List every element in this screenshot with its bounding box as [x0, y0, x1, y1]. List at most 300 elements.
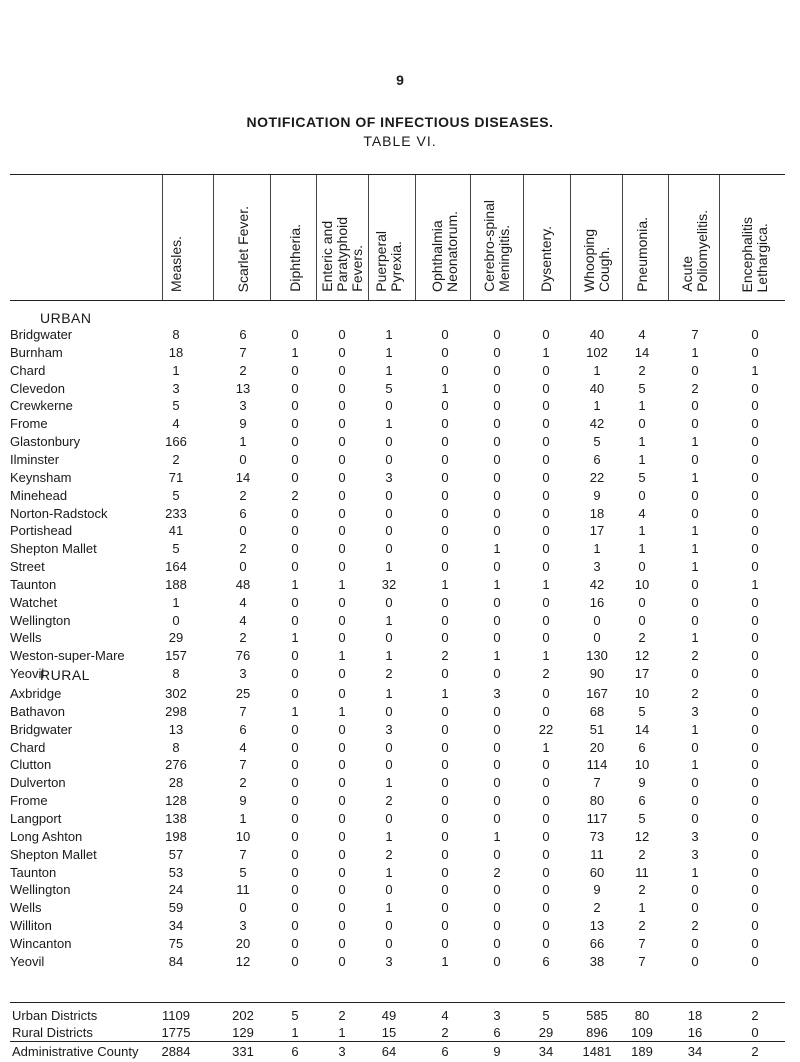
- table-row: [0, 523, 800, 541]
- cell-value: 0: [691, 362, 699, 378]
- cell-value: 2: [172, 451, 180, 467]
- cell-value: 0: [441, 918, 449, 934]
- district-name: Wellington: [10, 612, 71, 628]
- cell-value: 0: [542, 918, 550, 934]
- table-row: [0, 398, 800, 416]
- cell-value: 0: [291, 828, 299, 844]
- cell-value: 0: [493, 327, 501, 342]
- cell-value: 1: [385, 775, 393, 791]
- cell-value: 166: [165, 434, 187, 450]
- cell-value: 71: [168, 469, 184, 485]
- table-row: [0, 559, 800, 577]
- cell-value: 0: [338, 505, 346, 521]
- cell-value: 41: [168, 523, 184, 539]
- cell-value: 57: [168, 846, 184, 862]
- cell-value: 1: [638, 523, 646, 539]
- cell-value: 0: [441, 864, 449, 880]
- cell-value: 1: [691, 541, 699, 557]
- cell-value: 0: [493, 882, 501, 898]
- cell-value: 1: [691, 630, 699, 646]
- cell-value: 7: [638, 935, 646, 951]
- table-row: [0, 577, 800, 595]
- cell-value: 5: [593, 434, 601, 450]
- column-header: Pneumonia.: [633, 217, 650, 292]
- cell-value: 11: [635, 864, 649, 880]
- cell-value: 0: [291, 559, 299, 575]
- column-header: Enteric and Paratyphoid Fevers.: [318, 217, 365, 292]
- cell-value: 1: [441, 953, 449, 969]
- cell-value: 0: [291, 935, 299, 951]
- cell-value: 0: [493, 362, 501, 378]
- cell-value: 3: [493, 1008, 501, 1023]
- cell-value: 38: [589, 953, 605, 969]
- cell-value: 1: [338, 576, 346, 592]
- cell-value: 5: [172, 487, 180, 503]
- cell-value: 14: [634, 721, 650, 737]
- cell-value: 0: [542, 810, 550, 826]
- header-column-divider: [213, 175, 214, 300]
- cell-value: 5: [172, 398, 180, 414]
- cell-value: 1: [172, 362, 180, 378]
- cell-value: 0: [751, 739, 759, 755]
- cell-value: 51: [589, 721, 605, 737]
- header-column-divider: [316, 175, 317, 300]
- cell-value: 1: [493, 576, 501, 592]
- cell-value: 0: [638, 594, 646, 610]
- cell-value: 0: [385, 451, 393, 467]
- cell-value: 9: [239, 416, 247, 432]
- cell-value: 1: [638, 451, 646, 467]
- cell-value: 0: [542, 327, 550, 342]
- cell-value: 0: [291, 721, 299, 737]
- cell-value: 10: [634, 757, 650, 773]
- cell-value: 0: [338, 864, 346, 880]
- cell-value: 2: [751, 1044, 759, 1059]
- cell-value: 0: [493, 398, 501, 414]
- cell-value: 0: [441, 666, 449, 682]
- cell-value: 2: [638, 630, 646, 646]
- cell-value: 0: [751, 416, 759, 432]
- cell-value: 14: [634, 344, 650, 360]
- cell-value: 0: [385, 918, 393, 934]
- cell-value: 0: [385, 541, 393, 557]
- cell-value: 233: [165, 505, 187, 521]
- table-row: [0, 470, 800, 488]
- cell-value: 5: [638, 380, 646, 396]
- cell-value: 0: [239, 451, 247, 467]
- cell-value: 0: [542, 434, 550, 450]
- cell-value: 3: [338, 1044, 346, 1059]
- cell-value: 34: [538, 1044, 554, 1059]
- cell-value: 0: [338, 398, 346, 414]
- header-column-divider: [570, 175, 571, 300]
- cell-value: 6: [239, 721, 247, 737]
- cell-value: 0: [542, 380, 550, 396]
- cell-value: 6: [638, 793, 646, 809]
- cell-value: 0: [441, 541, 449, 557]
- header-column-divider: [719, 175, 720, 300]
- cell-value: 331: [232, 1044, 254, 1059]
- cell-value: 17: [634, 666, 650, 682]
- cell-value: 0: [751, 953, 759, 969]
- cell-value: 0: [441, 810, 449, 826]
- cell-value: 1: [691, 721, 699, 737]
- district-name: Frome: [10, 793, 48, 809]
- cell-value: 3: [385, 721, 393, 737]
- cell-value: 0: [751, 1025, 759, 1040]
- cell-value: 1109: [162, 1008, 190, 1023]
- cell-value: 5: [385, 380, 393, 396]
- column-header: Cerebro-spinal Meningitis.: [481, 200, 512, 292]
- cell-value: 12: [235, 953, 251, 969]
- district-name: Urban Districts: [12, 1008, 98, 1023]
- cell-value: 0: [338, 487, 346, 503]
- table-row: [0, 757, 800, 775]
- cell-value: 0: [691, 487, 699, 503]
- cell-value: 0: [338, 523, 346, 539]
- cell-value: 0: [493, 846, 501, 862]
- cell-value: 0: [542, 362, 550, 378]
- cell-value: 0: [338, 327, 346, 342]
- cell-value: 16: [687, 1025, 703, 1040]
- district-name: Wincanton: [10, 935, 72, 951]
- cell-value: 0: [751, 541, 759, 557]
- cell-value: 0: [338, 666, 346, 682]
- cell-value: 1: [338, 703, 346, 719]
- cell-value: 1: [385, 828, 393, 844]
- cell-value: 10: [634, 576, 650, 592]
- cell-value: 0: [291, 810, 299, 826]
- cell-value: 0: [751, 686, 759, 701]
- cell-value: 1: [385, 648, 393, 664]
- cell-value: 0: [291, 793, 299, 809]
- cell-value: 4: [638, 505, 646, 521]
- cell-value: 1: [542, 648, 550, 664]
- cell-value: 0: [172, 612, 180, 628]
- cell-value: 0: [751, 846, 759, 862]
- cell-value: 0: [441, 775, 449, 791]
- cell-value: 0: [385, 935, 393, 951]
- cell-value: 0: [385, 398, 393, 414]
- cell-value: 0: [493, 416, 501, 432]
- cell-value: 0: [751, 630, 759, 646]
- district-name: Yeovil: [10, 666, 45, 682]
- cell-value: 1: [691, 559, 699, 575]
- cell-value: 2: [385, 793, 393, 809]
- cell-value: 0: [751, 469, 759, 485]
- cell-value: 76: [235, 648, 251, 664]
- cell-value: 8: [172, 666, 180, 682]
- cell-value: 0: [542, 594, 550, 610]
- cell-value: 13: [235, 380, 251, 396]
- cell-value: 2: [239, 630, 247, 646]
- cell-value: 0: [751, 666, 759, 682]
- cell-value: 3: [239, 398, 247, 414]
- cell-value: 5: [542, 1008, 550, 1023]
- cell-value: 0: [385, 757, 393, 773]
- cell-value: 585: [586, 1008, 608, 1023]
- cell-value: 0: [542, 559, 550, 575]
- cell-value: 25: [235, 686, 251, 701]
- cell-value: 4: [441, 1008, 449, 1023]
- cell-value: 2884: [161, 1044, 191, 1059]
- cell-value: 0: [385, 739, 393, 755]
- table-row: [0, 793, 800, 811]
- cell-value: 6: [593, 451, 601, 467]
- table-row: [0, 686, 800, 704]
- page-title: NOTIFICATION OF INFECTIOUS DISEASES.: [246, 114, 554, 130]
- table-row: [0, 936, 800, 954]
- section-title: URBAN: [40, 310, 92, 326]
- cell-value: 2: [239, 775, 247, 791]
- cell-value: 128: [165, 793, 187, 809]
- cell-value: 0: [542, 793, 550, 809]
- table-row: [0, 918, 800, 936]
- cell-value: 1: [385, 416, 393, 432]
- cell-value: 0: [338, 935, 346, 951]
- cell-value: 1: [385, 864, 393, 880]
- cell-value: 2: [691, 686, 699, 701]
- cell-value: 53: [168, 864, 184, 880]
- cell-value: 0: [441, 793, 449, 809]
- cell-value: 0: [291, 523, 299, 539]
- cell-value: 114: [586, 757, 608, 773]
- cell-value: 1: [751, 362, 759, 378]
- cell-value: 18: [168, 344, 184, 360]
- cell-value: 0: [542, 864, 550, 880]
- district-name: Clutton: [10, 757, 52, 773]
- column-header: Scarlet Fever.: [234, 205, 251, 292]
- district-name: Rural Districts: [12, 1025, 93, 1040]
- cell-value: 0: [638, 612, 646, 628]
- cell-value: 0: [542, 846, 550, 862]
- district-name: Portishead: [10, 523, 73, 539]
- cell-value: 202: [232, 1008, 254, 1023]
- cell-value: 2: [542, 666, 550, 682]
- cell-value: 0: [691, 775, 699, 791]
- cell-value: 0: [493, 505, 501, 521]
- cell-value: 1: [691, 434, 699, 450]
- cell-value: 7: [239, 703, 247, 719]
- cell-value: 20: [235, 935, 251, 951]
- district-name: Minehead: [10, 487, 68, 503]
- cell-value: 0: [542, 882, 550, 898]
- cell-value: 2: [751, 1008, 759, 1023]
- cell-value: 0: [338, 451, 346, 467]
- cell-value: 0: [593, 612, 601, 628]
- cell-value: 0: [542, 686, 550, 701]
- cell-value: 0: [751, 344, 759, 360]
- cell-value: 0: [751, 721, 759, 737]
- cell-value: 18: [589, 505, 605, 521]
- cell-value: 15: [381, 1025, 397, 1040]
- cell-value: 11: [590, 846, 604, 862]
- cell-value: 0: [441, 828, 449, 844]
- cell-value: 0: [691, 576, 699, 592]
- cell-value: 1481: [582, 1044, 612, 1059]
- cell-value: 32: [381, 576, 397, 592]
- table-row: [0, 882, 800, 900]
- district-name: Shepton Mallet: [10, 846, 97, 862]
- cell-value: 0: [338, 846, 346, 862]
- cell-value: 0: [691, 900, 699, 916]
- cell-value: 2: [239, 487, 247, 503]
- cell-value: 2: [291, 487, 299, 503]
- cell-value: 0: [542, 469, 550, 485]
- cell-value: 0: [493, 810, 501, 826]
- cell-value: 0: [338, 757, 346, 773]
- cell-value: 0: [338, 882, 346, 898]
- table-row: [0, 595, 800, 613]
- cell-value: 0: [441, 327, 449, 342]
- cell-value: 0: [291, 541, 299, 557]
- cell-value: 0: [542, 451, 550, 467]
- district-name: Ilminster: [10, 451, 60, 467]
- cell-value: 0: [338, 344, 346, 360]
- cell-value: 0: [385, 523, 393, 539]
- totals-top-rule: [10, 1002, 785, 1003]
- column-header: Ophthalmia Neonatorum.: [429, 211, 460, 292]
- cell-value: 1: [691, 864, 699, 880]
- cell-value: 1: [172, 594, 180, 610]
- cell-value: 0: [493, 935, 501, 951]
- cell-value: 0: [751, 612, 759, 628]
- cell-value: 28: [168, 775, 184, 791]
- table-row: [0, 865, 800, 883]
- header-column-divider: [270, 175, 271, 300]
- cell-value: 1: [441, 576, 449, 592]
- cell-value: 1: [291, 1025, 299, 1040]
- cell-value: 0: [441, 398, 449, 414]
- table-row: [0, 666, 800, 684]
- cell-value: 0: [751, 918, 759, 934]
- cell-value: 3: [385, 469, 393, 485]
- cell-value: 0: [493, 900, 501, 916]
- header-column-divider: [162, 175, 163, 300]
- cell-value: 1: [593, 362, 601, 378]
- cell-value: 18: [687, 1008, 703, 1023]
- cell-value: 0: [291, 918, 299, 934]
- cell-value: 0: [638, 559, 646, 575]
- cell-value: 0: [542, 541, 550, 557]
- cell-value: 12: [634, 648, 650, 664]
- cell-value: 4: [239, 594, 247, 610]
- district-name: Wells: [10, 900, 42, 916]
- cell-value: 0: [291, 846, 299, 862]
- cell-value: 0: [542, 630, 550, 646]
- cell-value: 6: [239, 327, 247, 342]
- cell-value: 0: [542, 612, 550, 628]
- cell-value: 6: [493, 1025, 501, 1040]
- cell-value: 0: [493, 344, 501, 360]
- cell-value: 2: [441, 648, 449, 664]
- cell-value: 3: [172, 380, 180, 396]
- column-header: Diphtheria.: [286, 224, 303, 292]
- cell-value: 0: [751, 327, 759, 342]
- cell-value: 0: [338, 630, 346, 646]
- cell-value: 22: [538, 721, 554, 737]
- cell-value: 7: [239, 846, 247, 862]
- cell-value: 0: [385, 487, 393, 503]
- column-header: Measles.: [167, 235, 184, 292]
- cell-value: 1: [239, 810, 247, 826]
- cell-value: 0: [751, 434, 759, 450]
- cell-value: 0: [493, 434, 501, 450]
- cell-value: 11: [236, 882, 250, 898]
- cell-value: 0: [291, 953, 299, 969]
- cell-value: 59: [168, 900, 184, 916]
- cell-value: 3: [385, 953, 393, 969]
- district-name: Dulverton: [10, 775, 66, 791]
- cell-value: 0: [638, 487, 646, 503]
- cell-value: 1: [638, 541, 646, 557]
- district-name: Wellington: [10, 882, 71, 898]
- cell-value: 34: [168, 918, 184, 934]
- cell-value: 0: [441, 434, 449, 450]
- cell-value: 1: [542, 739, 550, 755]
- district-name: Shepton Mallet: [10, 541, 97, 557]
- cell-value: 0: [338, 793, 346, 809]
- district-name: Administrative County: [12, 1044, 139, 1059]
- cell-value: 24: [168, 882, 184, 898]
- cell-value: 0: [691, 666, 699, 682]
- cell-value: 0: [291, 398, 299, 414]
- cell-value: 0: [338, 559, 346, 575]
- cell-value: 0: [542, 775, 550, 791]
- district-name: Norton-Radstock: [10, 505, 108, 521]
- cell-value: 0: [751, 487, 759, 503]
- cell-value: 3: [493, 686, 501, 701]
- cell-value: 3: [593, 559, 601, 575]
- table-row: [0, 775, 800, 793]
- cell-value: 0: [542, 487, 550, 503]
- cell-value: 7: [691, 327, 699, 342]
- cell-value: 0: [493, 594, 501, 610]
- table-row: [0, 829, 800, 847]
- cell-value: 5: [172, 541, 180, 557]
- cell-value: 1: [691, 523, 699, 539]
- cell-value: 17: [589, 523, 605, 539]
- cell-value: 0: [751, 775, 759, 791]
- cell-value: 0: [338, 362, 346, 378]
- cell-value: 0: [291, 505, 299, 521]
- cell-value: 1: [385, 559, 393, 575]
- cell-value: 0: [751, 900, 759, 916]
- cell-value: 0: [385, 630, 393, 646]
- cell-value: 302: [165, 686, 187, 701]
- cell-value: 0: [751, 559, 759, 575]
- cell-value: 0: [441, 703, 449, 719]
- cell-value: 0: [441, 739, 449, 755]
- cell-value: 0: [338, 739, 346, 755]
- district-name: Taunton: [10, 864, 57, 880]
- cell-value: 0: [385, 594, 393, 610]
- cell-value: 0: [338, 434, 346, 450]
- cell-value: 0: [638, 416, 646, 432]
- table-row: [0, 488, 800, 506]
- cell-value: 1: [385, 344, 393, 360]
- district-name: Keynsham: [10, 469, 72, 485]
- cell-value: 189: [631, 1044, 653, 1059]
- cell-value: 0: [385, 505, 393, 521]
- cell-value: 0: [338, 828, 346, 844]
- cell-value: 0: [441, 362, 449, 378]
- district-name: Axbridge: [10, 686, 62, 701]
- cell-value: 0: [291, 612, 299, 628]
- cell-value: 0: [493, 666, 501, 682]
- cell-value: 0: [291, 434, 299, 450]
- cell-value: 0: [338, 900, 346, 916]
